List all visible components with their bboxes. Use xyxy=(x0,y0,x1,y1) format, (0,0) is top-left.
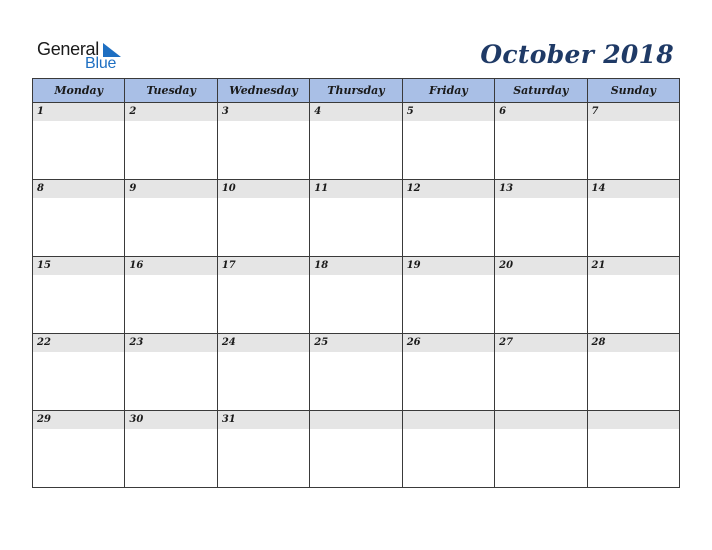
day-cell[interactable] xyxy=(125,257,217,334)
weekday-header: Wednesday xyxy=(217,79,309,103)
day-cell-empty xyxy=(310,411,402,488)
day-number: 14 xyxy=(588,180,679,198)
day-cell[interactable] xyxy=(310,180,402,257)
day-cell[interactable] xyxy=(217,334,309,411)
day-number: 15 xyxy=(33,257,124,275)
day-cell[interactable] xyxy=(310,103,402,180)
day-cell[interactable] xyxy=(495,257,587,334)
day-number: 11 xyxy=(310,180,401,198)
day-number: 1 xyxy=(33,103,124,121)
week-row xyxy=(33,180,680,257)
day-number: 12 xyxy=(403,180,494,198)
day-cell[interactable] xyxy=(33,411,125,488)
day-number: 16 xyxy=(125,257,216,275)
day-cell[interactable] xyxy=(587,103,679,180)
day-number: 3 xyxy=(218,103,309,121)
day-cell[interactable] xyxy=(495,103,587,180)
day-cell[interactable] xyxy=(495,180,587,257)
day-cell[interactable] xyxy=(587,257,679,334)
day-number: 25 xyxy=(310,334,401,352)
brand-name-blue: Blue xyxy=(85,55,117,72)
day-number: 18 xyxy=(310,257,401,275)
brand-name-general: General xyxy=(37,39,99,59)
brand-logo xyxy=(37,39,137,75)
day-cell[interactable] xyxy=(587,334,679,411)
week-row xyxy=(33,257,680,334)
day-cell-empty xyxy=(402,411,494,488)
day-number: 13 xyxy=(495,180,586,198)
day-cell[interactable] xyxy=(402,334,494,411)
day-cell[interactable] xyxy=(402,180,494,257)
month-title: October 2018 xyxy=(480,40,674,69)
day-cell[interactable] xyxy=(125,334,217,411)
day-number: 8 xyxy=(33,180,124,198)
day-number: 5 xyxy=(403,103,494,121)
day-number: 30 xyxy=(125,411,216,429)
day-cell[interactable] xyxy=(587,180,679,257)
day-number: 28 xyxy=(588,334,679,352)
day-cell[interactable] xyxy=(310,257,402,334)
day-number: 7 xyxy=(588,103,679,121)
day-number: 22 xyxy=(33,334,124,352)
day-cell[interactable] xyxy=(125,411,217,488)
day-number: 9 xyxy=(125,180,216,198)
day-cell[interactable] xyxy=(217,103,309,180)
day-number: 17 xyxy=(218,257,309,275)
day-cell-empty xyxy=(587,411,679,488)
day-number: 21 xyxy=(588,257,679,275)
day-cell[interactable] xyxy=(217,180,309,257)
day-cell[interactable] xyxy=(310,334,402,411)
day-cell[interactable] xyxy=(125,180,217,257)
day-number xyxy=(310,411,401,429)
day-cell[interactable] xyxy=(33,334,125,411)
day-cell[interactable] xyxy=(402,257,494,334)
day-number: 19 xyxy=(403,257,494,275)
weekday-header-row xyxy=(33,79,680,103)
day-number: 10 xyxy=(218,180,309,198)
day-number xyxy=(495,411,586,429)
day-number: 24 xyxy=(218,334,309,352)
day-cell[interactable] xyxy=(33,180,125,257)
day-cell[interactable] xyxy=(125,103,217,180)
day-cell[interactable] xyxy=(402,103,494,180)
day-cell-empty xyxy=(495,411,587,488)
day-cell[interactable] xyxy=(33,103,125,180)
day-number xyxy=(588,411,679,429)
day-number: 26 xyxy=(403,334,494,352)
weekday-header: Thursday xyxy=(310,79,402,103)
day-number: 4 xyxy=(310,103,401,121)
weekday-header: Tuesday xyxy=(125,79,217,103)
day-cell[interactable] xyxy=(33,257,125,334)
day-number: 6 xyxy=(495,103,586,121)
day-number: 29 xyxy=(33,411,124,429)
week-row xyxy=(33,334,680,411)
weekday-header: Friday xyxy=(402,79,494,103)
weekday-header: Sunday xyxy=(587,79,679,103)
day-number: 2 xyxy=(125,103,216,121)
week-row xyxy=(33,103,680,180)
day-number: 20 xyxy=(495,257,586,275)
day-cell[interactable] xyxy=(495,334,587,411)
week-row xyxy=(33,411,680,488)
day-number: 23 xyxy=(125,334,216,352)
day-cell[interactable] xyxy=(217,257,309,334)
day-number: 27 xyxy=(495,334,586,352)
calendar-grid xyxy=(32,78,680,488)
day-cell[interactable] xyxy=(217,411,309,488)
weekday-header: Saturday xyxy=(495,79,587,103)
day-number: 31 xyxy=(218,411,309,429)
weekday-header: Monday xyxy=(33,79,125,103)
day-number xyxy=(403,411,494,429)
